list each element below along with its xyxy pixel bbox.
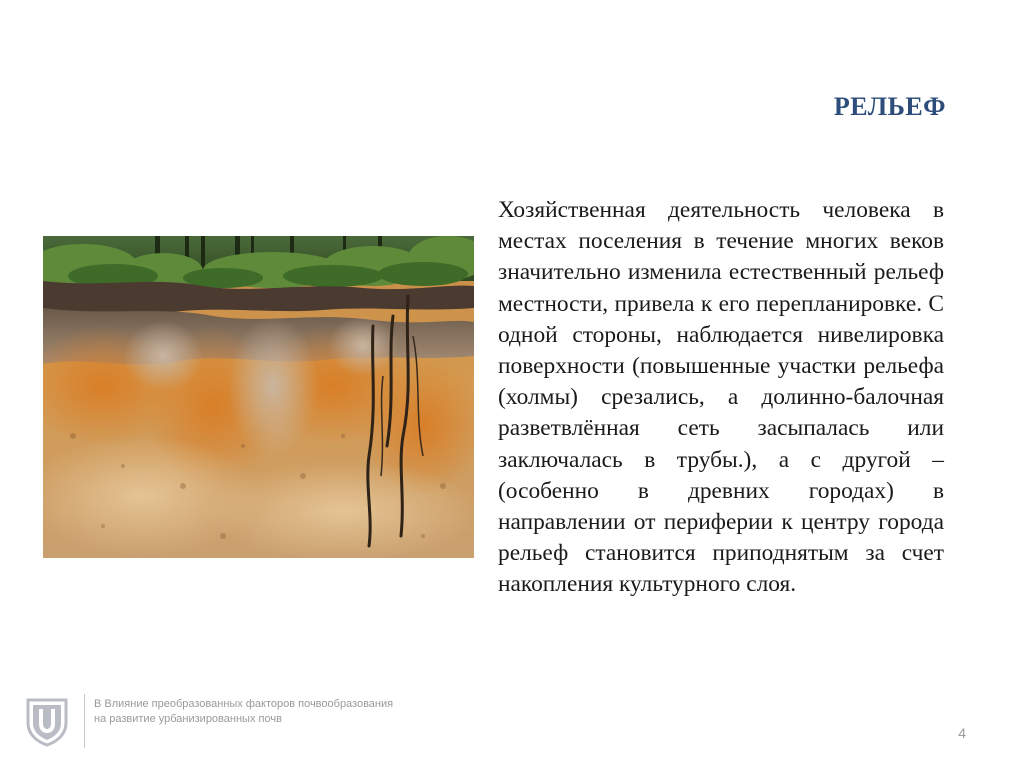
footer-divider [84,694,85,748]
footer-presentation-title: В Влияние преобразованных факторов почвообразования на развитие урбанизированных почв [94,698,394,725]
slide-title: РЕЛЬЕФ [833,92,946,121]
page-number: 4 [958,725,966,741]
slide-body-text: Хозяйственная деятельность человека в местах поселения в течение многих веков значительно изменила естественный рельеф местности, привела к его перепланировке. С одной стороны, наблюдается нивелировка поверхности (повышенные участки рельефа (холмы) срезались, а долинно-балочная разветвлённая сеть засыпалась или заключалась в трубы.), а с другой – (особенно в древних городах) в направлении от периферии к центру города рельеф становится приподнятым за счет накопления культурного слоя. [498,197,944,598]
university-shield-logo-icon [24,697,70,747]
soil-profile-photo [43,236,474,558]
